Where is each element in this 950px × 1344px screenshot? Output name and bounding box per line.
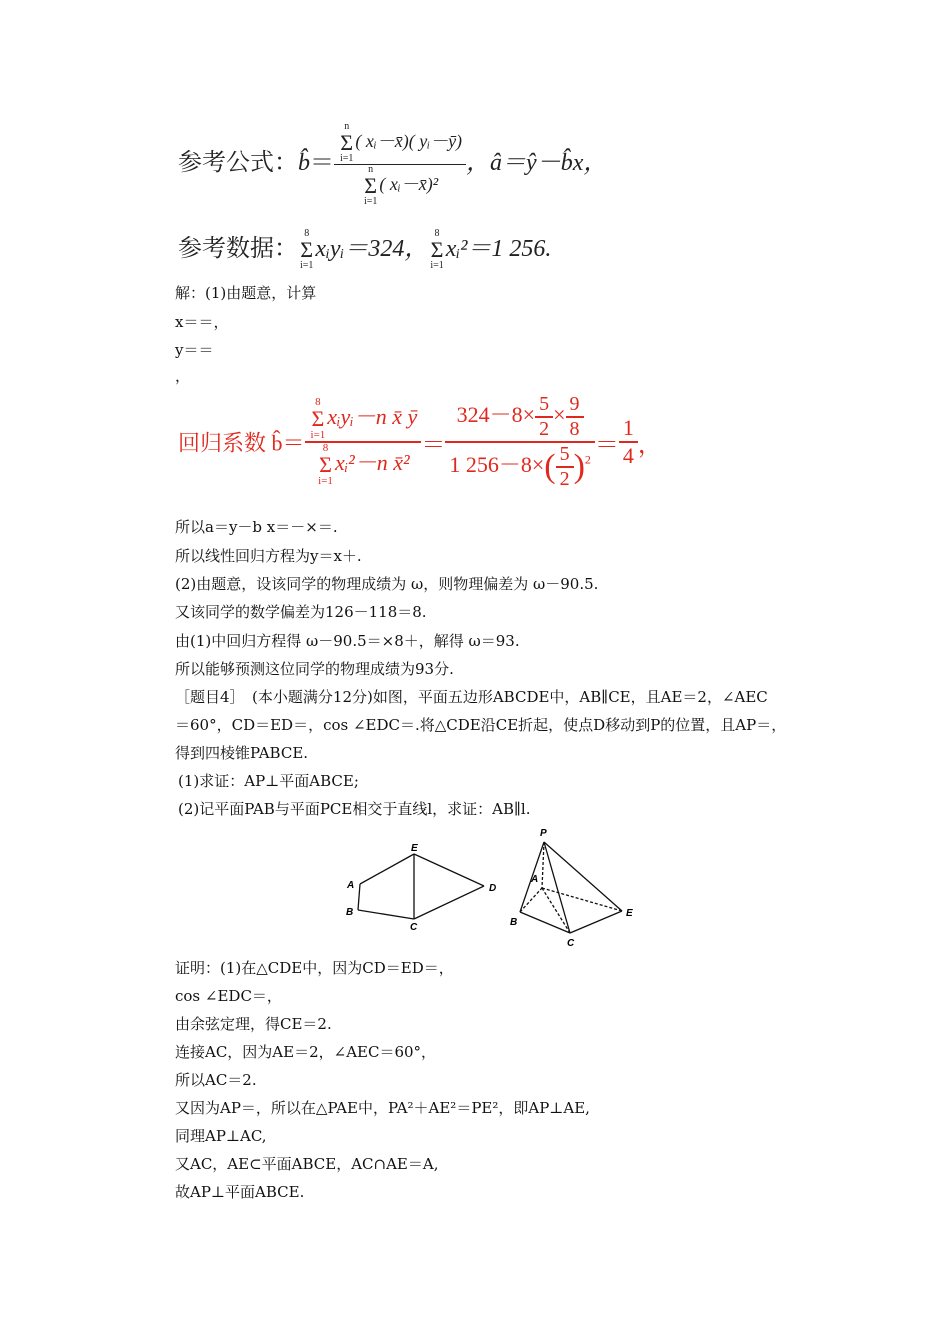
proof-line: 故AP⊥平面ABCE. [175, 1183, 305, 1201]
fraction-5-2: $\frac{5}{2}$ [535, 393, 553, 441]
text-line: 由(1)中回归方程得 ω－90.5＝×8＋，解得 ω＝93. [175, 632, 520, 650]
equals-sign: ＝ [421, 432, 446, 459]
solution-line: y＝＝ [175, 341, 214, 359]
intercept-formula: ，â＝ŷ－b̂x， [466, 150, 608, 177]
text-line: 所以a＝y－b x＝－×＝. [175, 518, 338, 536]
label-b-right: B [510, 917, 518, 928]
sum-symbol: 8 Σ i=1 [310, 396, 326, 441]
numeric-denominator-text: 1 256－8× [449, 452, 545, 478]
proof-line: 由余弦定理，得CE＝2. [175, 1015, 332, 1033]
coef-fraction [305, 397, 422, 487]
text-line: 所以能够预测这位同学的物理成绩为93分. [175, 660, 454, 678]
coef-denominator-body: xᵢ²－n x̄² [334, 450, 410, 476]
proof-line: 连接AC，因为AE＝2，∠AEC＝60°， [175, 1043, 437, 1061]
sum-symbol: 8 Σ i=1 [300, 228, 314, 272]
reference-formula [178, 122, 607, 207]
numeric-numerator [445, 393, 595, 441]
solution-line: x＝＝， [175, 313, 229, 331]
problem-line: 得到四棱锥PABCE. [175, 744, 309, 762]
slope-fraction [334, 122, 466, 207]
sum-xy-value: xᵢyᵢ＝324， [315, 236, 429, 262]
fraction-9-8: $\frac{9}{8}$ [566, 393, 584, 441]
comma: ， [637, 432, 662, 459]
proof-line: 证明：(1)在△CDE中，因为CD＝ED＝， [175, 959, 454, 977]
sum-symbol: 8 Σ i=1 [430, 228, 444, 272]
label-e-right: E [626, 908, 633, 919]
text-line: 所以线性回归方程为y＝x＋. [175, 547, 362, 565]
sum-x2-value: xᵢ²＝1 256. [445, 236, 552, 262]
pyramid-pabce [520, 842, 622, 933]
solution-line: 解：(1)由题意，计算 [175, 284, 317, 302]
numeric-numerator-text: 324－8× [456, 402, 536, 428]
sum-symbol: n Σ i=1 [363, 164, 378, 207]
numerator-body: ( xᵢ－x̄)( yᵢ－ȳ) [355, 131, 463, 152]
proof-line: 同理AP⊥AC, [175, 1127, 267, 1145]
slope-numerator [334, 122, 466, 164]
denominator-body: ( xᵢ－x̄)² [379, 174, 439, 195]
proof-line: cos ∠EDC＝， [175, 987, 282, 1005]
proof-line: 又因为AP＝，所以在△PAE中，PA²＋AE²＝PE²，即AP⊥AE, [175, 1099, 590, 1117]
sum-symbol: 8 Σ i=1 [318, 442, 333, 487]
problem-line: (2)记平面PAB与平面PCE相交于直线l，求证：AB∥l. [178, 800, 531, 818]
sum-symbol: n Σ i=1 [340, 121, 354, 164]
geometry-figure [342, 826, 642, 956]
numeric-denominator: 1 256－8×( $\frac{5}{2}$ )$^2$ [445, 441, 595, 491]
problem-line: ［题目4］ (本小题满分12分)如图，平面五边形ABCDE中，AB∥CE，且AE＝2，∠AEC [175, 688, 768, 706]
label-b-left: B [346, 907, 354, 918]
label-c-left: C [410, 922, 418, 933]
text-line: 又该同学的数学偏差为126－118＝8. [175, 603, 427, 621]
label-a-left: A [347, 880, 355, 891]
label-p: P [540, 828, 547, 839]
label-e-left: E [411, 843, 418, 854]
solution-line: ， [175, 367, 191, 385]
label-a-right: A [531, 874, 539, 885]
times-sign: × [553, 402, 566, 428]
equals-sign: ＝ [310, 150, 334, 177]
label-c-right: C [567, 938, 575, 949]
label-d-left: D [489, 883, 497, 894]
reference-data [178, 228, 551, 271]
problem-line: ＝60°，CD＝ED＝，cos ∠EDC＝.将△CDE沿CE折起，使点D移动到P的位置，且AP＝， [175, 716, 787, 734]
result-fraction: $\frac{1}{4}$ [619, 415, 638, 469]
pentagon-abcde [358, 854, 484, 919]
text-line: (2)由题意，设该同学的物理成绩为 ω，则物理偏差为 ω－90.5. [175, 575, 599, 593]
reference-data-label: 参考数据： [178, 236, 298, 262]
numeric-fraction [445, 393, 595, 491]
proof-line: 又AC，AE⊂平面ABCE，AC∩AE＝A, [175, 1155, 439, 1173]
coef-denominator [305, 441, 422, 487]
b-hat-symbol: b̂ [298, 150, 310, 177]
regression-coefficient-label: 回归系数 b̂＝ [178, 430, 305, 456]
proof-line: 所以AC＝2. [175, 1071, 257, 1089]
fraction-5-2: $\frac{5}{2}$ [556, 443, 574, 491]
coef-numerator-body: xᵢyᵢ－n x̄ ȳ [327, 404, 418, 430]
regression-coefficient-formula [178, 393, 662, 491]
coef-numerator [305, 397, 422, 441]
reference-formula-label: 参考公式： [178, 150, 298, 177]
problem-line: (1)求证：AP⊥平面ABCE; [178, 772, 359, 790]
equals-sign: ＝ [594, 432, 619, 459]
slope-denominator [334, 164, 466, 207]
